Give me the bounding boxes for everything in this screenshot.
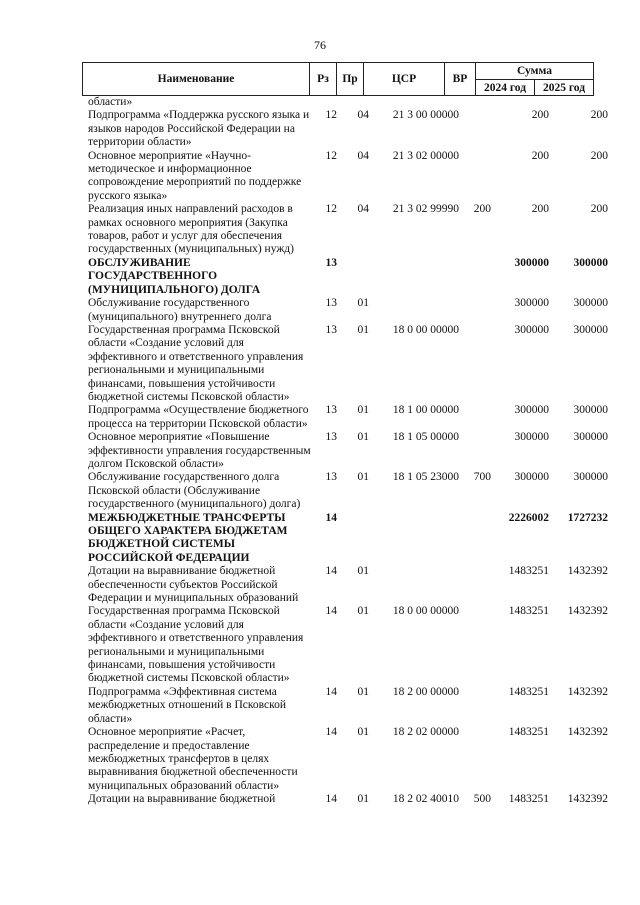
- row-vr: [459, 512, 491, 566]
- row-sum-2025: 300000: [573, 256, 608, 269]
- row-vr: 700: [473, 471, 491, 484]
- row-sum-2025: 300000: [573, 323, 608, 336]
- row-pr: [337, 96, 369, 109]
- row-name: ОБСЛУЖИВАНИЕ ГОСУДАРСТВЕННОГО (МУНИЦИПАЛЬНОГО) ДОЛГА: [88, 256, 261, 296]
- row-vr: [459, 565, 491, 605]
- row-vr: [459, 404, 491, 431]
- row-name: Основное мероприятие «Расчет, распределение и предоставление межбюджетных трансфертов в целях выравнивания бюджетной обеспеченности муниципальных образований области»: [88, 726, 298, 792]
- row-vr: [459, 297, 491, 324]
- row-sum-2024: 300000: [514, 431, 549, 444]
- row-sum-2024: 300000: [514, 323, 549, 336]
- table-row: [88, 431, 608, 471]
- table-row: [88, 605, 608, 685]
- row-sum-2024: 300000: [514, 404, 549, 417]
- row-csr: [369, 565, 459, 605]
- row-sum-2025: [549, 96, 608, 109]
- row-sum-2024: 300000: [514, 297, 549, 310]
- row-pr: 01: [357, 404, 369, 417]
- row-rz: 12: [325, 149, 337, 162]
- row-name: Дотации на выравнивание бюджетной: [88, 793, 276, 806]
- row-csr: 18 1 05 00000: [392, 431, 459, 444]
- row-rz: 14: [325, 565, 337, 578]
- row-rz: 14: [325, 511, 337, 524]
- header-sum: Сумма: [476, 63, 594, 80]
- row-rz: [312, 96, 337, 109]
- table-row: [88, 324, 608, 404]
- table-row-section: [88, 512, 608, 566]
- row-pr: 01: [357, 726, 369, 739]
- row-sum-2024: 1483251: [508, 605, 549, 618]
- row-rz: 14: [325, 605, 337, 618]
- table-row: [88, 686, 608, 726]
- row-vr: [459, 96, 491, 109]
- row-pr: 01: [357, 605, 369, 618]
- row-vr: [459, 726, 491, 793]
- header-pr: Пр: [337, 63, 364, 96]
- row-pr: 01: [357, 793, 369, 806]
- row-rz: 14: [325, 685, 337, 698]
- row-csr: [369, 96, 459, 109]
- row-rz: 13: [325, 323, 337, 336]
- table-row: [88, 150, 608, 204]
- row-vr: [459, 431, 491, 471]
- row-sum-2024: [491, 96, 549, 109]
- row-rz: 13: [325, 256, 337, 269]
- row-rz: 13: [325, 404, 337, 417]
- row-name: области»: [88, 96, 133, 108]
- row-sum-2024: 1483251: [508, 726, 549, 739]
- row-vr: [459, 109, 491, 149]
- row-sum-2025: 200: [590, 149, 608, 162]
- row-sum-2024: 300000: [514, 256, 549, 269]
- table-row: [88, 471, 608, 511]
- row-csr: [369, 257, 459, 297]
- row-sum-2025: 300000: [573, 297, 608, 310]
- row-sum-2025: 300000: [573, 404, 608, 417]
- row-pr: 01: [357, 471, 369, 484]
- row-vr: 200: [473, 203, 491, 216]
- row-sum-2025: 1432392: [567, 793, 608, 806]
- row-rz: 13: [325, 471, 337, 484]
- table-body: [88, 96, 608, 807]
- row-sum-2025: 1432392: [567, 565, 608, 578]
- table-row: [88, 726, 608, 793]
- row-sum-2025: 1432392: [567, 685, 608, 698]
- row-pr: [337, 512, 369, 566]
- row-sum-2025: 1432392: [567, 605, 608, 618]
- row-csr: 18 2 02 00000: [392, 726, 459, 739]
- row-pr: 01: [357, 297, 369, 310]
- row-sum-2024: 1483251: [508, 565, 549, 578]
- table-row: [88, 404, 608, 431]
- row-name: Основное мероприятие «Повышение эффективности управления государственным долгом Псковской области»: [88, 431, 311, 470]
- row-name: Обслуживание государственного (муниципального) внутреннего долга: [88, 297, 272, 323]
- row-sum-2024: 200: [531, 203, 549, 216]
- row-sum-2024: 2226002: [508, 511, 549, 524]
- header-vr: ВР: [445, 63, 476, 96]
- row-csr: 18 2 00 00000: [392, 685, 459, 698]
- row-pr: [337, 257, 369, 297]
- row-rz: 13: [325, 297, 337, 310]
- table-row: [88, 203, 608, 257]
- row-rz: 14: [325, 793, 337, 806]
- row-vr: [459, 150, 491, 204]
- row-rz: 12: [325, 109, 337, 122]
- row-name: МЕЖБЮДЖЕТНЫЕ ТРАНСФЕРТЫ ОБЩЕГО ХАРАКТЕРА БЮДЖЕТАМ БЮДЖЕТНОЙ СИСТЕМЫ РОССИЙСКОЙ ФЕДЕРАЦИИ: [88, 511, 288, 564]
- row-sum-2025: 1432392: [567, 726, 608, 739]
- row-name: Подпрограмма «Осуществление бюджетного процесса на территории Псковской области»: [88, 404, 309, 430]
- row-sum-2024: 300000: [514, 471, 549, 484]
- row-rz: 14: [325, 726, 337, 739]
- row-sum-2025: 300000: [573, 431, 608, 444]
- table-row: [88, 109, 608, 149]
- row-name: Подпрограмма «Поддержка русского языка и языков народов Российской Федерации на территории области»: [88, 109, 310, 149]
- row-name: Реализация иных направлений расходов в рамках основного мероприятия (Закупка товаров, работ и услуг для обеспечения государственных (муниципальных) нужд): [88, 203, 294, 256]
- row-pr: 01: [357, 431, 369, 444]
- row-sum-2024: 1483251: [508, 793, 549, 806]
- row-pr: 04: [357, 109, 369, 122]
- row-csr: 18 0 00 00000: [392, 605, 459, 618]
- table-row-section: [88, 257, 608, 297]
- table-row: [88, 297, 608, 324]
- row-csr: [369, 512, 459, 566]
- row-sum-2024: 200: [531, 109, 549, 122]
- row-name: Основное мероприятие «Научно-методическое и информационное сопровождение мероприятий по поддержке русского языка»: [88, 149, 302, 202]
- row-name: Государственная программа Псковской области «Создание условий для эффективного и ответственного управления региональными и муниципальными финансами, повышения устойчивости бюджетной системы Псковской области»: [88, 323, 304, 403]
- table-header: [82, 62, 594, 96]
- row-rz: 13: [325, 431, 337, 444]
- row-sum-2024: 1483251: [508, 685, 549, 698]
- header-rz: Рз: [310, 63, 337, 96]
- row-sum-2025: 200: [590, 109, 608, 122]
- row-name: Подпрограмма «Эффективная система межбюджетных отношений в Псковской области»: [88, 685, 286, 725]
- row-csr: 18 2 02 40010: [392, 793, 459, 806]
- header-name: Наименование: [83, 63, 310, 96]
- row-csr: 21 3 00 00000: [392, 109, 459, 122]
- header-year-2024: 2024 год: [476, 80, 535, 96]
- row-pr: 01: [357, 565, 369, 578]
- row-pr: 01: [357, 323, 369, 336]
- row-vr: [459, 324, 491, 404]
- header-year-2025: 2025 год: [535, 80, 594, 96]
- row-vr: 500: [473, 793, 491, 806]
- row-pr: 04: [357, 149, 369, 162]
- row-csr: 18 0 00 00000: [392, 323, 459, 336]
- row-pr: 04: [357, 203, 369, 216]
- table-row: [88, 793, 608, 806]
- row-vr: [459, 605, 491, 685]
- page-number: 76: [314, 38, 326, 52]
- row-name: Государственная программа Псковской области «Создание условий для эффективного и ответственного управления региональными и муниципальными финансами, повышения устойчивости бюджетной системы Псковской области»: [88, 605, 304, 685]
- row-vr: [459, 686, 491, 726]
- row-rz: 12: [325, 203, 337, 216]
- row-name: Дотации на выравнивание бюджетной обеспеченности субъектов Российской Федерации и муниципальных образований: [88, 565, 299, 605]
- header-csr: ЦСР: [364, 63, 445, 96]
- row-csr: [369, 297, 459, 324]
- row-vr: [459, 257, 491, 297]
- row-csr: 18 1 05 23000: [392, 471, 459, 484]
- row-pr: 01: [357, 685, 369, 698]
- row-csr: 21 3 02 00000: [392, 149, 459, 162]
- row-csr: 21 3 02 99990: [392, 203, 459, 216]
- row-sum-2024: 200: [531, 149, 549, 162]
- row-sum-2025: 300000: [573, 471, 608, 484]
- row-sum-2025: 200: [590, 203, 608, 216]
- row-csr: 18 1 00 00000: [392, 404, 459, 417]
- row-sum-2025: 1727232: [567, 511, 608, 524]
- row-name: Обслуживание государственного долга Псковской области (Обслуживание государственного (муниципального) долга): [88, 471, 301, 511]
- table-row: [88, 96, 608, 109]
- table-row: [88, 565, 608, 605]
